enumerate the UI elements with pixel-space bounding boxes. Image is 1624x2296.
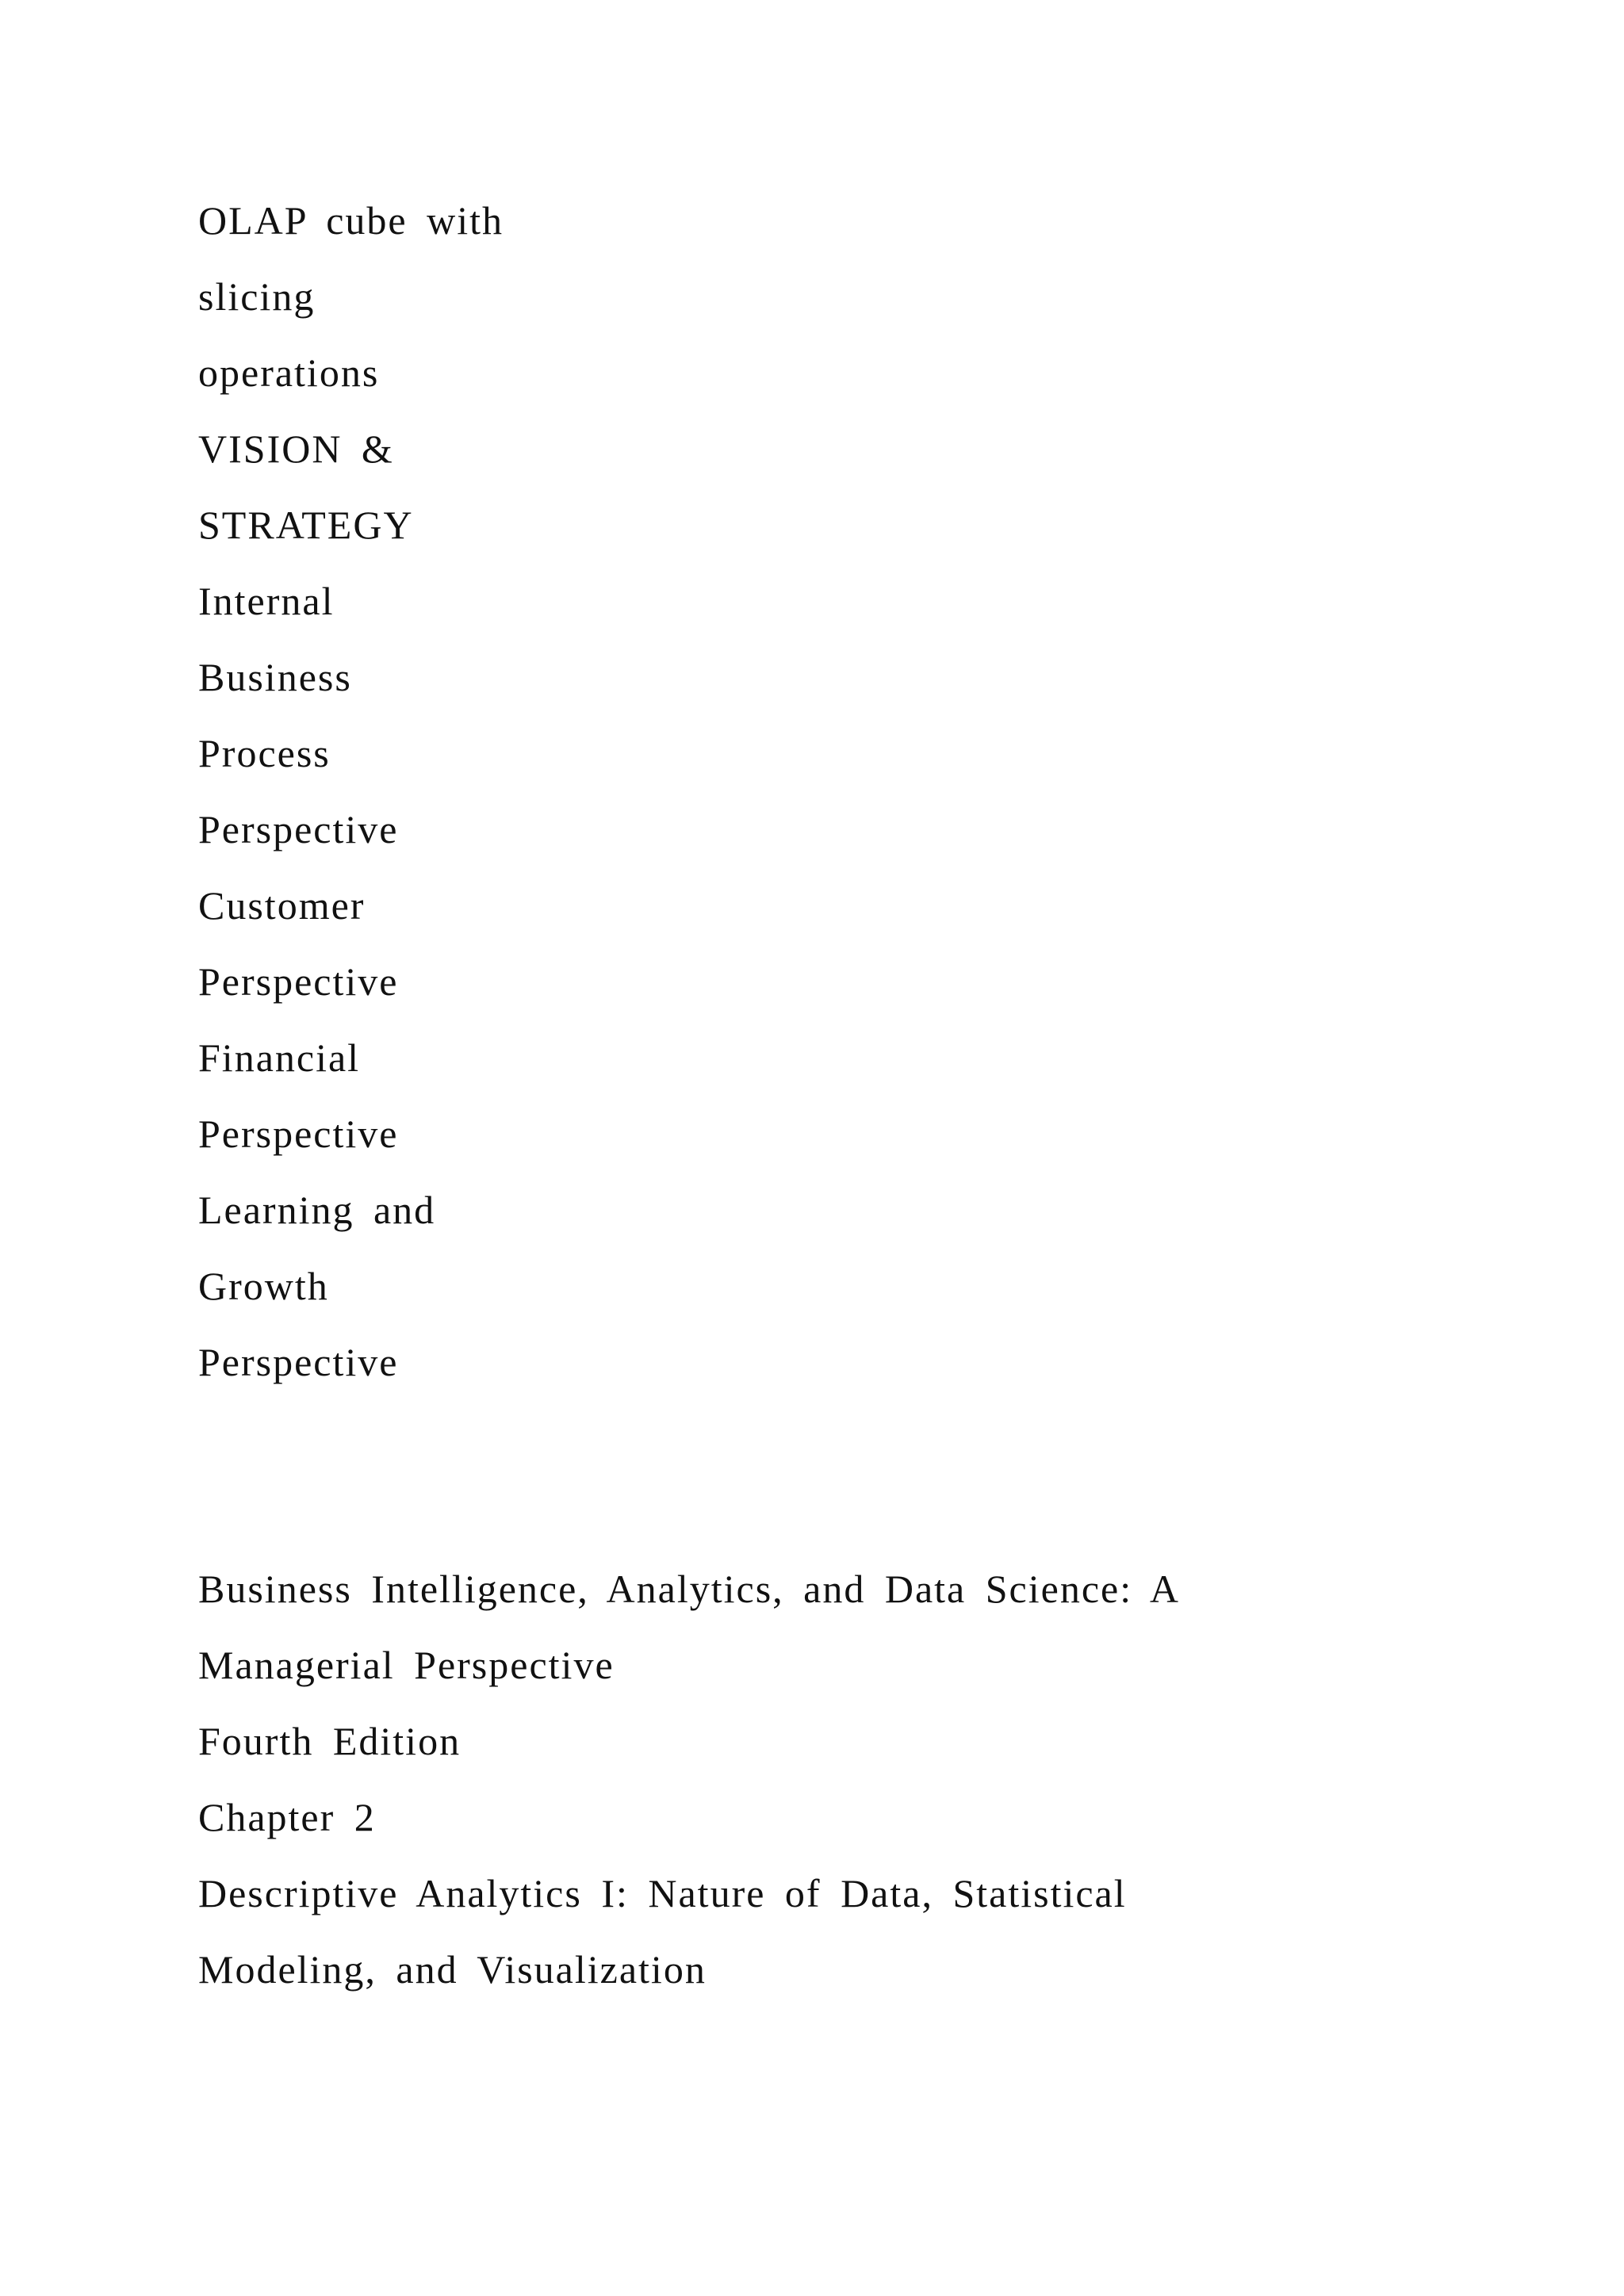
text-line: Perspective [198, 1340, 399, 1384]
text-line: Perspective [198, 959, 399, 1004]
text-line: Learning and [198, 1188, 436, 1232]
text-line: Process [198, 731, 331, 775]
text-line: Growth [198, 1264, 329, 1308]
title-block [198, 1565, 1180, 2022]
text-line: operations [198, 350, 380, 395]
text-line: Customer [198, 883, 366, 928]
text-line: Financial [198, 1035, 361, 1080]
text-line: Perspective [198, 807, 399, 851]
chapter-title-continued: Modeling, and Visualization [198, 1947, 707, 1992]
book-subtitle: Managerial Perspective [198, 1643, 615, 1687]
chapter-title: Descriptive Analytics I: Nature of Data, Statistical [198, 1871, 1127, 1915]
text-line: Perspective [198, 1112, 399, 1156]
text-line: STRATEGY [198, 503, 414, 547]
text-line: slicing [198, 274, 316, 319]
text-line: Business [198, 655, 352, 699]
text-line: OLAP cube with [198, 198, 504, 243]
book-title: Business Intelligence, Analytics, and Data Science: A [198, 1567, 1180, 1611]
text-line: Internal [198, 579, 335, 623]
edition: Fourth Edition [198, 1719, 462, 1763]
figure-label-list [198, 197, 504, 1414]
chapter-number: Chapter 2 [198, 1795, 376, 1839]
text-line: VISION & [198, 427, 394, 471]
